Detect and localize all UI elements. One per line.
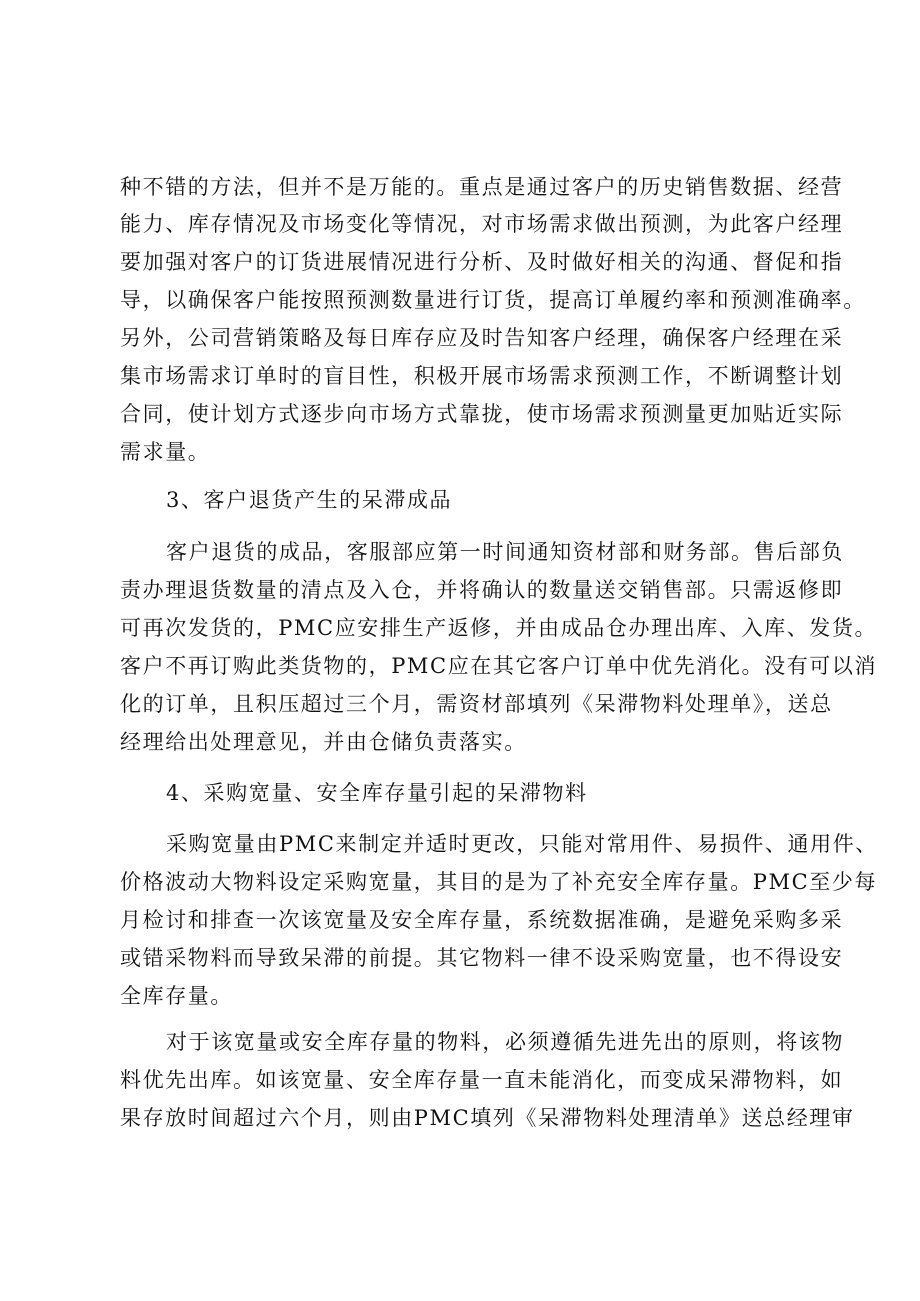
paragraph-line: 客户不再订购此类货物的，PMC应在其它客户订单中优先消化。没有可以消 [120,654,878,678]
paragraph-line: 经理给出处理意见，并由仓储负责落实。 [120,730,527,754]
paragraph-line: 责办理退货数量的清点及入仓，并将确认的数量送交销售部。只需返修即 [120,578,844,602]
paragraph-line: 果存放时间超过六个月，则由PMC填列《呆滞物料处理清单》送总经理审 [120,1106,855,1130]
paragraph-line: 集市场需求订单时的盲目性，积极开展市场需求预测工作，不断调整计划 [120,364,844,388]
paragraph-line: 可再次发货的，PMC应安排生产返修，并由成品仓办理出库、入库、发货。 [120,616,878,640]
paragraph-line: 种不错的方法，但并不是万能的。重点是通过客户的历史销售数据、经营 [120,175,844,199]
paragraph-line: 月检讨和排查一次该宽量及安全库存量，系统数据准确，是避免采购多采 [120,908,844,932]
paragraph-line: 能力、库存情况及市场变化等情况，对市场需求做出预测，为此客户经理 [120,212,844,236]
paragraph-line: 料优先出库。如该宽量、安全库存量一直未能消化，而变成呆滞物料，如 [120,1068,844,1092]
paragraph-line: 要加强对客户的订货进展情况进行分析、及时做好相关的沟通、督促和指 [120,250,844,274]
section-heading: 4、采购宽量、安全库存量引起的呆滞物料 [166,781,588,805]
paragraph-line: 价格波动大物料设定采购宽量，其目的是为了补充安全库存量。PMC至少每 [120,870,878,894]
paragraph-line: 对于该宽量或安全库存量的物料，必须遵循先进先出的原则，将该物 [166,1030,844,1054]
paragraph-line: 采购宽量由PMC来制定并适时更改，只能对常用件、易损件、通用件、 [166,832,878,856]
paragraph-line: 合同，使计划方式逐步向市场方式靠拢，使市场需求预测量更加贴近实际 [120,402,844,426]
paragraph-line: 或错采物料而导致呆滞的前提。其它物料一律不设采购宽量，也不得设安 [120,946,844,970]
paragraph-line: 需求量。 [120,440,211,464]
paragraph-line: 客户退货的成品，客服部应第一时间通知资材部和财务部。售后部负 [166,540,844,564]
paragraph-line: 另外，公司营销策略及每日库存应及时告知客户经理，确保客户经理在采 [120,326,844,350]
paragraph-line: 导，以确保客户能按照预测数量进行订货，提高订单履约率和预测准确率。 [120,288,866,312]
section-heading: 3、客户退货产生的呆滞成品 [166,488,453,512]
paragraph-line: 全库存量。 [120,984,233,1008]
paragraph-line: 化的订单，且积压超过三个月，需资材部填列《呆滞物料处理单》，送总 [120,692,833,716]
